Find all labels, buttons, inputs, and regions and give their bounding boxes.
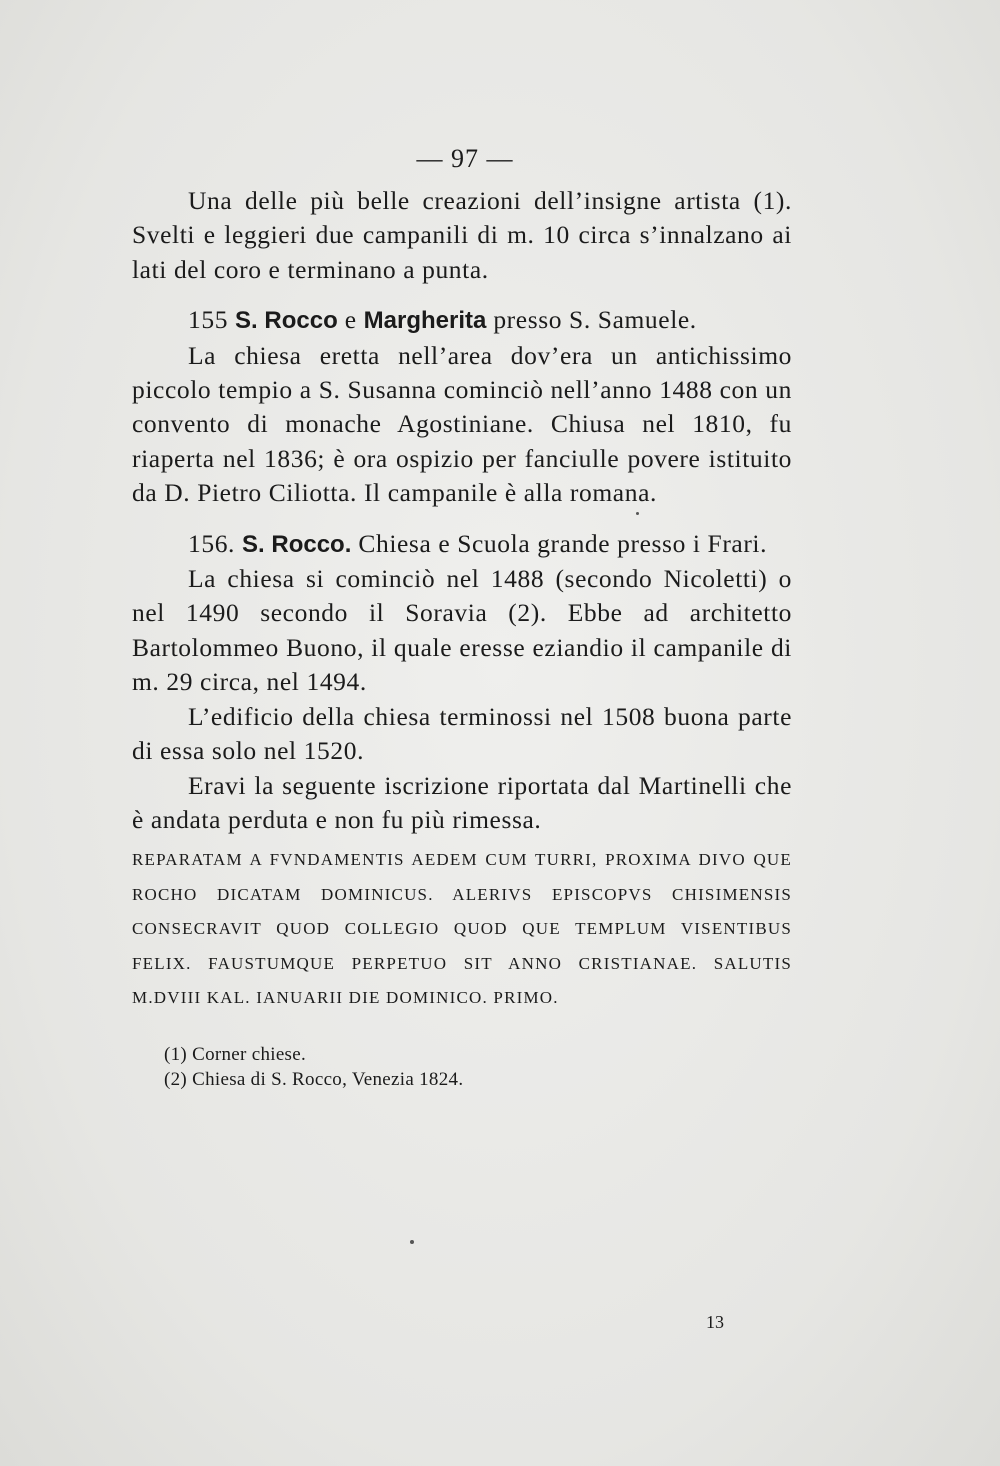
body-text xyxy=(132,184,792,1092)
entry-heading-156 xyxy=(132,527,792,562)
entry-heading-155 xyxy=(132,303,792,338)
latin-inscription: REPARATAM A FVNDAMENTIS AEDEM CUM TURRI, PROXIMA DIVO QUE ROCHO DICATAM DOMINICUS. ALERIVS EPISCOPVS CHISIMENSIS CONSECRAVIT QUOD COLLEGIO QUOD QUE TEMPLUM VISENTIBUS FELIX. FAUSTUMQUE PERPETUO SIT ANNO CRISTIANAE. SALUTIS M.DVIII KAL. IANUARII DIE DOMINICO. PRIMO. xyxy=(132,850,792,1008)
spacer xyxy=(132,1016,792,1042)
paragraph-edificio: L’edificio della chiesa terminossi nel 1508 buona parte di essa solo nel 1520. xyxy=(132,701,792,766)
entry-location: presso S. Samuele. xyxy=(493,305,697,335)
entry-location: Chiesa e Scuola grande presso i Frari. xyxy=(358,528,768,558)
page-number: — 97 — xyxy=(416,144,514,173)
paragraph-iscrizione-intro: Eravi la seguente iscrizione riportata dal Martinelli che è andata perduta e non fu più rimessa. xyxy=(132,770,792,834)
footnotes xyxy=(164,1042,792,1092)
paragraph-san-rocco-margherita: La chiesa eretta nell’area dov’era un antichissimo piccolo tempio a S. Susanna cominciò nell’anno 1488 con un convento di monache Agostiniane. Chiusa nel 1810, fu riaperta nel 1836; è ora ospizio per fanciulle povere istituito da D. Pietro Ciliotta. Il campanile è alla romana. xyxy=(132,340,792,508)
paragraph-san-rocco-history: La chiesa si cominciò nel 1488 (secondo Nicoletti) o nel 1490 secondo il Soravia (2). Ebbe ad architetto Bartolommeo Buono, il quale eresse eziandio il campanile di m. 29 circa, nel 1494. xyxy=(132,564,792,697)
ink-speck xyxy=(636,512,639,515)
conjunction: e xyxy=(344,305,357,335)
signature-mark: 13 xyxy=(706,1312,724,1332)
entry-number: 155 xyxy=(188,305,229,335)
footnote-2: (2) Chiesa di S. Rocco, Venezia 1824. xyxy=(164,1068,464,1090)
church-name: Margherita xyxy=(363,307,487,335)
footnote-1: (1) Corner chiese. xyxy=(164,1043,307,1065)
church-name: S. Rocco xyxy=(235,307,338,335)
ink-speck xyxy=(410,1240,414,1244)
entry-number: 156. xyxy=(188,528,236,558)
church-name: S. Rocco. xyxy=(242,530,352,558)
paragraph-campanili: Una delle più belle creazioni dell’insigne artista (1). Svelti e leggieri due campanili di m. 10 circa s’innalzano ai lati del coro e terminano a punta. xyxy=(132,186,792,284)
